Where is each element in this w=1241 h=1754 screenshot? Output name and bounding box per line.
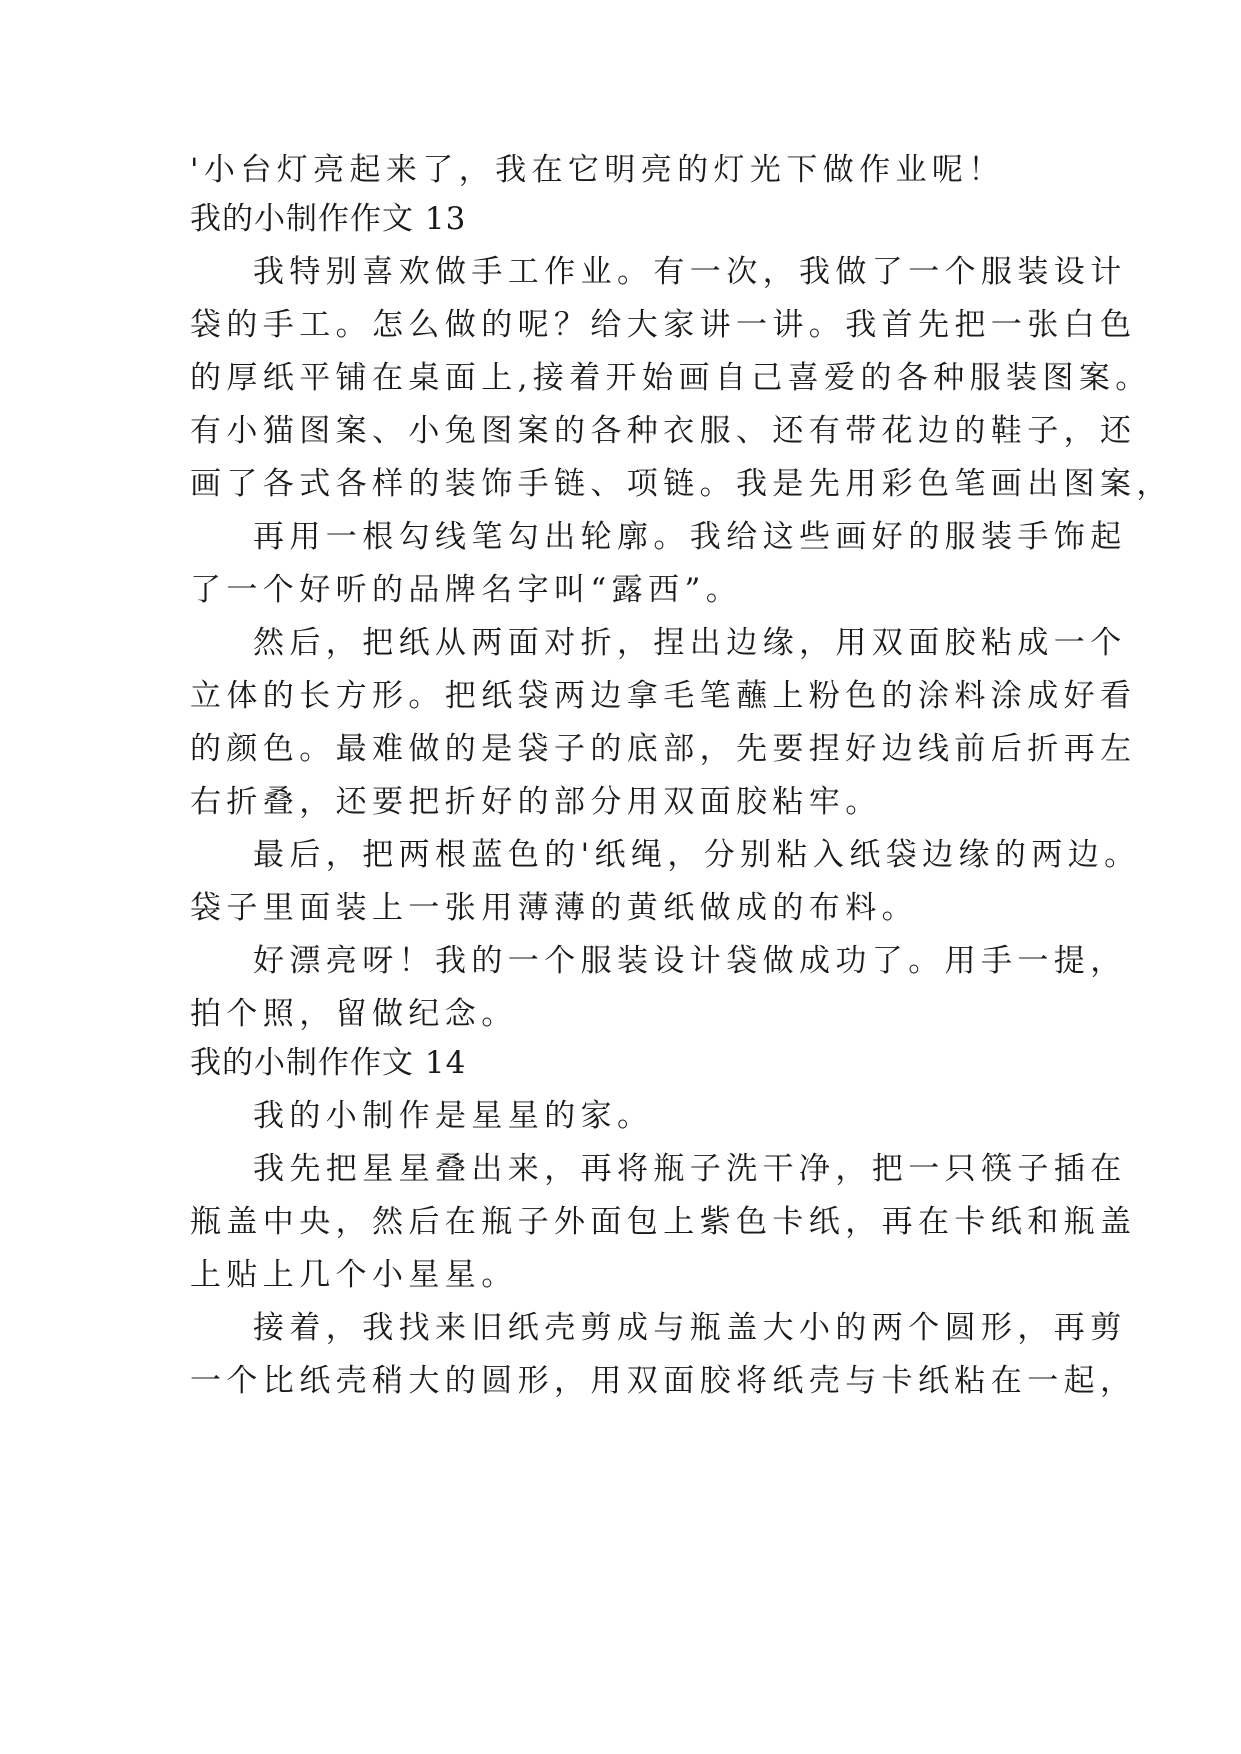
paragraph-line: 然后，把纸从两面对折，捏出边缘，用双面胶粘成一个 <box>253 625 1127 661</box>
paragraph-line: 我的小制作是星星的家。 <box>253 1098 654 1134</box>
paragraph-line: 上贴上几个小星星。 <box>190 1257 518 1293</box>
paragraph-line: 接着，我找来旧纸壳剪成与瓶盖大小的两个圆形，再剪 <box>253 1310 1127 1346</box>
paragraph-line: 袋的手工。怎么做的呢？给大家讲一讲。我首先把一张白色 <box>190 307 1137 343</box>
paragraph-line: 再用一根勾线笔勾出轮廓。我给这些画好的服装手饰起 <box>253 519 1127 555</box>
paragraph-line: 了一个好听的品牌名字叫“露西”。 <box>190 572 743 608</box>
paragraph-line: 袋子里面装上一张用薄薄的黄纸做成的布料。 <box>190 890 918 926</box>
paragraph-line: 一个比纸壳稍大的圆形，用双面胶将纸壳与卡纸粘在一起， <box>190 1363 1137 1399</box>
paragraph-line: 我特别喜欢做手工作业。有一次，我做了一个服装设计 <box>253 254 1127 290</box>
paragraph-line: 画了各式各样的装饰手链、项链。我是先用彩色笔画出图案， <box>190 466 1173 502</box>
paragraph-line: 的颜色。最难做的是袋子的底部，先要捏好边线前后折再左 <box>190 731 1137 767</box>
paragraph-line: 瓶盖中央，然后在瓶子外面包上紫色卡纸，再在卡纸和瓶盖 <box>190 1204 1137 1240</box>
paragraph-line: 我先把星星叠出来，再将瓶子洗干净，把一只筷子插在 <box>253 1151 1127 1187</box>
paragraph-line: 拍个照，留做纪念。 <box>190 996 518 1032</box>
text-line: '小台灯亮起来了，我在它明亮的灯光下做作业呢！ <box>190 152 1005 188</box>
paragraph-line: 右折叠，还要把折好的部分用双面胶粘牢。 <box>190 784 882 820</box>
section-heading: 我的小制作作文 14 <box>190 1045 467 1081</box>
paragraph-line: 好漂亮呀！我的一个服装设计袋做成功了。用手一提， <box>253 943 1127 979</box>
paragraph-line: 立体的长方形。把纸袋两边拿毛笔蘸上粉色的涂料涂成好看 <box>190 678 1137 714</box>
paragraph-line: 有小猫图案、小兔图案的各种衣服、还有带花边的鞋子，还 <box>190 413 1137 449</box>
paragraph-line: 的厚纸平铺在桌面上,接着开始画自己喜爱的各种服装图案。 <box>190 360 1152 396</box>
section-heading: 我的小制作作文 13 <box>190 201 467 237</box>
paragraph-line: 最后，把两根蓝色的'纸绳，分别粘入纸袋边缘的两边。 <box>253 837 1141 873</box>
